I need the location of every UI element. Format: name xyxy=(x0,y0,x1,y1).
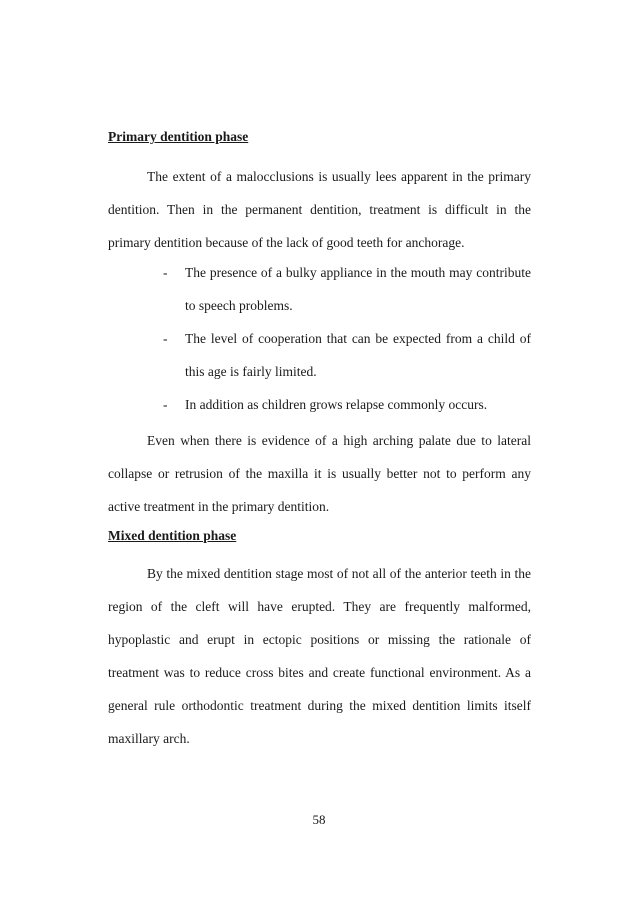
bullet-item xyxy=(163,256,531,322)
bullet-text: The level of cooperation that can be expected from a child of this age is fairly limited. xyxy=(185,331,531,379)
paragraph-primary-intro: The extent of a malocclusions is usually lees apparent in the primary dentition. Then in the permanent dentition, treatment is difficult in the primary dentition because of the lack of good teeth for anchorage. xyxy=(108,169,531,250)
bullet-item xyxy=(163,388,531,421)
section-heading-mixed-dentition: Mixed dentition phase xyxy=(108,528,237,543)
bullet-marker: - xyxy=(163,331,168,346)
page-number: 58 xyxy=(312,812,326,827)
bullet-marker: - xyxy=(163,265,168,280)
section-heading-primary-dentition: Primary dentition phase xyxy=(108,129,249,144)
bullet-text: The presence of a bulky appliance in the mouth may contribute to speech problems. xyxy=(185,265,531,313)
bullet-marker: - xyxy=(163,397,168,412)
bullet-text: In addition as children grows relapse commonly occurs. xyxy=(185,397,488,412)
bullet-item xyxy=(163,322,531,388)
paragraph-primary-closing: Even when there is evidence of a high arching palate due to lateral collapse or retrusion of the maxilla it is usually better not to perform any active treatment in the primary dentition. xyxy=(108,433,531,514)
paragraph-mixed-body: By the mixed dentition stage most of not all of the anterior teeth in the region of the cleft will have erupted. They are frequently malformed, hypoplastic and erupt in ectopic positions or missing the rationale of treatment was to reduce cross bites and create functional environment. As a general rule orthodontic treatment during the mixed dentition limits itself maxillary arch. xyxy=(108,566,531,746)
